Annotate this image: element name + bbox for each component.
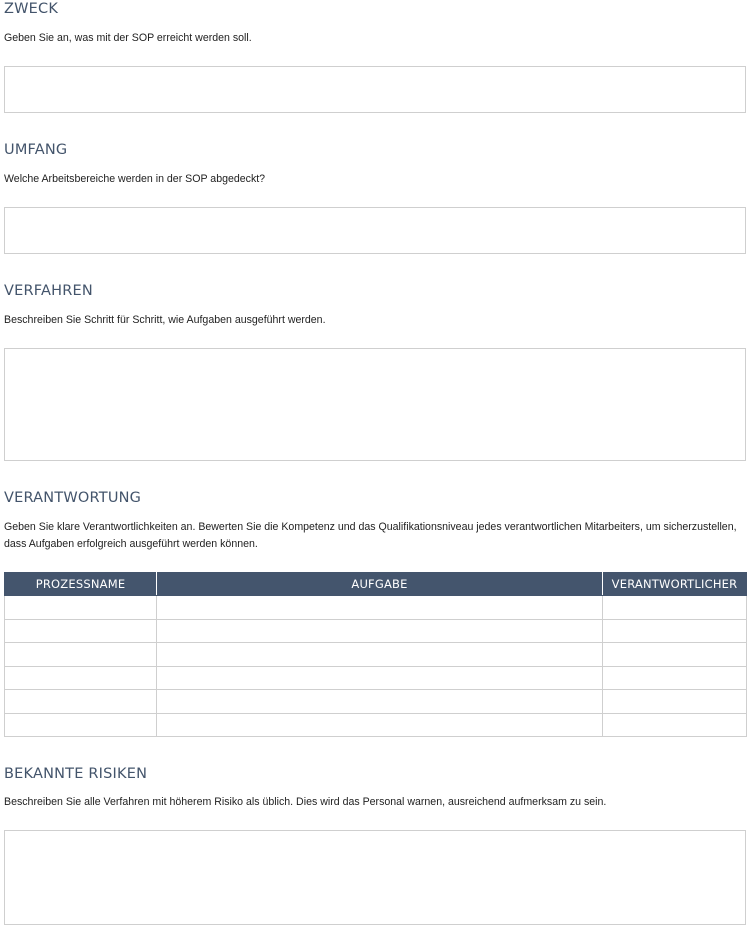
section-description-zweck: Geben Sie an, was mit der SOP erreicht werden soll. <box>4 32 252 44</box>
section-description-bekannte-risiken: Beschreiben Sie alle Verfahren mit höherem Risiko als üblich. Dies wird das Personal warnen, ausreichend aufmerksam zu sein. <box>4 796 607 808</box>
responsibility-table <box>4 572 747 737</box>
table-cell-aufgabe[interactable] <box>157 713 603 737</box>
column-header-aufgabe: AUFGABE <box>157 573 603 596</box>
section-title-verantwortung: VERANTWORTUNG <box>4 490 142 506</box>
table-row <box>5 619 747 643</box>
section-description-umfang: Welche Arbeitsbereiche werden in der SOP abgedeckt? <box>4 173 266 185</box>
table-cell-prozessname[interactable] <box>5 643 157 667</box>
table-cell-verantwortlicher[interactable] <box>603 690 747 714</box>
section-description-verfahren: Beschreiben Sie Schritt für Schritt, wie Aufgaben ausgeführt werden. <box>4 314 326 326</box>
table-cell-prozessname[interactable] <box>5 713 157 737</box>
section-title-zweck: ZWECK <box>4 1 59 17</box>
column-header-verantwortlicher: VERANTWORTLICHER <box>603 573 747 596</box>
table-cell-verantwortlicher[interactable] <box>603 619 747 643</box>
column-header-prozessname: PROZESSNAME <box>5 573 157 596</box>
table-cell-prozessname[interactable] <box>5 619 157 643</box>
table-cell-prozessname[interactable] <box>5 666 157 690</box>
table-cell-verantwortlicher[interactable] <box>603 643 747 667</box>
risiken-input-box[interactable] <box>4 830 746 925</box>
table-row <box>5 713 747 737</box>
table-cell-aufgabe[interactable] <box>157 643 603 667</box>
table-cell-verantwortlicher[interactable] <box>603 713 747 737</box>
section-title-bekannte-risiken: BEKANNTE RISIKEN <box>4 766 148 782</box>
table-header-row <box>5 573 747 596</box>
zweck-input-box[interactable] <box>4 66 746 113</box>
table-row <box>5 666 747 690</box>
table-cell-prozessname[interactable] <box>5 690 157 714</box>
table-cell-verantwortlicher[interactable] <box>603 596 747 620</box>
verfahren-input-box[interactable] <box>4 348 746 461</box>
table-cell-aufgabe[interactable] <box>157 596 603 620</box>
table-row <box>5 596 747 620</box>
table-row <box>5 643 747 667</box>
table-row <box>5 690 747 714</box>
table-cell-verantwortlicher[interactable] <box>603 666 747 690</box>
table-cell-aufgabe[interactable] <box>157 666 603 690</box>
table-cell-aufgabe[interactable] <box>157 690 603 714</box>
section-description-verantwortung: Geben Sie klare Verantwortlichkeiten an. Bewerten Sie die Kompetenz und das Qualifikationsniveau jedes verantwortlichen Mitarbeiters, um sicherzustellen, dass Aufgaben erfolgreich ausgeführt werden können. <box>4 521 737 550</box>
section-title-verfahren: VERFAHREN <box>4 283 93 299</box>
table-cell-prozessname[interactable] <box>5 596 157 620</box>
umfang-input-box[interactable] <box>4 207 746 254</box>
table-cell-aufgabe[interactable] <box>157 619 603 643</box>
section-title-umfang: UMFANG <box>4 142 68 158</box>
